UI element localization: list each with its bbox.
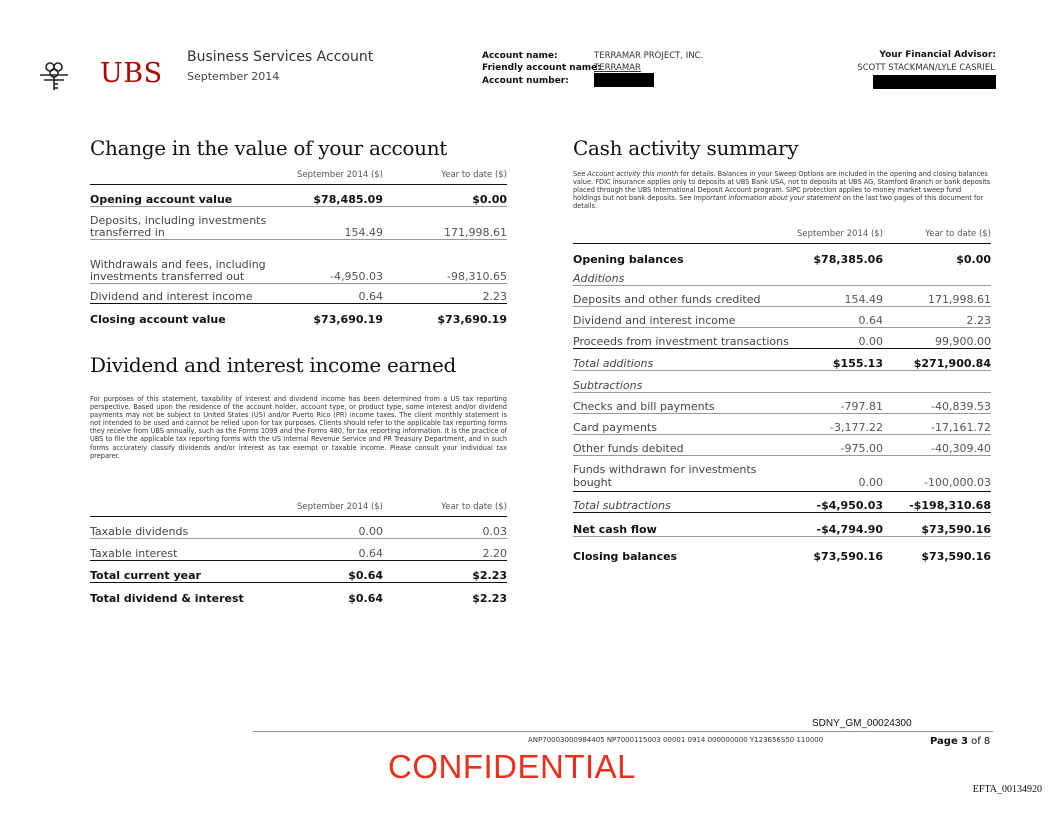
- friendly-name-value: TERRAMAR: [594, 63, 641, 73]
- advisor-name: SCOTT STACKMAN/LYLE CASRIEL: [857, 63, 995, 73]
- table-row: Total dividend & interest $0.64 $2.23: [90, 591, 507, 605]
- account-name-value: TERRAMAR PROJECT, INC.: [594, 51, 704, 61]
- friendly-name-label: Friendly account name:: [482, 63, 601, 73]
- statement-title: Business Services Account: [187, 49, 374, 65]
- efta-number: EFTA_00134920: [972, 784, 1042, 795]
- table-row: Closing balances $73,590.16 $73,590.16: [573, 549, 991, 563]
- table-row: Card payments -3,177.22 -17,161.72: [573, 414, 991, 435]
- table-row: Deposits and other funds credited 154.49 171,998.61: [573, 286, 991, 307]
- col-header: Year to date ($): [383, 170, 507, 185]
- cash-activity-title: Cash activity summary: [573, 136, 799, 160]
- col-header: September 2014 ($): [280, 170, 383, 185]
- advisor-label: Your Financial Advisor:: [879, 50, 996, 60]
- cash-activity-note: See Account activity this month for details. Balances in your Sweep Options are included in the opening and closing balances value. FDIC insurance applies only to deposits at UBS Bank USA, not to deposits at UBS AG, Stamford Branch or bank deposits placed through the UBS International Deposit Account program. SIPC protection applies to money market sweep fund holdings but not bank deposits. See Important information about your statement on the last two pages of this document for details.: [573, 170, 991, 211]
- account-number-label: Account number:: [482, 76, 569, 86]
- table-row: Taxable dividends 0.00 0.03: [90, 517, 507, 539]
- table-row: Withdrawals and fees, including investments transferred out -4,950.03 -98,310.65: [90, 240, 507, 284]
- account-activity-link: Account activity this month: [587, 170, 679, 178]
- table-row: Dividend and interest income 0.64 2.23: [90, 284, 507, 304]
- section-label-row: Subtractions: [573, 371, 991, 393]
- dividend-table: [90, 502, 507, 605]
- cash-activity-table: [573, 229, 991, 563]
- table-row: Proceeds from investment transactions 0.00 99,900.00: [573, 328, 991, 349]
- change-value-table: [90, 170, 507, 326]
- col-header: Year to date ($): [883, 229, 991, 244]
- page-indicator: Page 3 of 8: [930, 736, 991, 747]
- table-row: Funds withdrawn for investments bought 0.00 -100,000.03: [573, 456, 991, 492]
- col-header: September 2014 ($): [793, 229, 883, 244]
- table-row: Other funds debited -975.00 -40,309.40: [573, 435, 991, 456]
- ubs-keys-icon: [34, 58, 94, 92]
- confidential-stamp: CONFIDENTIAL: [388, 748, 637, 785]
- document-code: ANP70003000984405 NP7000115003 00001 0914 000000000 Y123656S50 110000: [528, 736, 824, 744]
- table-row: Dividend and interest income 0.64 2.23: [573, 307, 991, 328]
- footer-divider: [253, 731, 993, 732]
- bates-number: SDNY_GM_00024300: [812, 718, 912, 729]
- col-header: September 2014 ($): [280, 502, 383, 517]
- table-row: Taxable interest 0.64 2.20: [90, 539, 507, 561]
- table-row: Total subtractions -$4,950.03 -$198,310.68: [573, 492, 991, 513]
- section-label-row: Additions: [573, 266, 991, 286]
- table-row: Closing account value $73,690.19 $73,690.19: [90, 312, 507, 326]
- table-row: Total current year $0.64 $2.23: [90, 561, 507, 583]
- change-value-title: Change in the value of your account: [90, 136, 448, 160]
- dividend-title: Dividend and interest income earned: [90, 353, 456, 377]
- table-row: Deposits, including investments transferred in 154.49 171,998.61: [90, 207, 507, 240]
- table-row: Net cash flow -$4,794.90 $73,590.16: [573, 513, 991, 537]
- table-row: Opening account value $78,485.09 $0.00: [90, 185, 507, 207]
- account-number-redaction: [594, 73, 654, 87]
- table-row: Total additions $155.13 $271,900.84: [573, 349, 991, 371]
- statement-period: September 2014: [187, 70, 280, 83]
- col-header: Year to date ($): [383, 502, 507, 517]
- account-name-label: Account name:: [482, 51, 558, 61]
- ubs-brand-text: UBS: [100, 58, 163, 89]
- table-row: Checks and bill payments -797.81 -40,839.53: [573, 393, 991, 414]
- important-info-link: Important information about your statement: [693, 194, 841, 203]
- table-row: Opening balances $78,385.06 $0.00: [573, 252, 991, 266]
- advisor-redaction: [873, 75, 996, 89]
- tax-disclaimer-paragraph: For purposes of this statement, taxability of interest and dividend income has been determined from a US tax reporting perspective. Based upon the residence of the account holder, account type, or product type, some interest and/or dividend payments may not be subject to United States (US) and/or Puerto Rico (PR) income taxes. The client monthly statement is not intended to be used and cannot be relied upon for tax purposes. Clients should refer to the applicable tax reporting forms they receive from UBS annually, such as the Forms 1099 and the Forms 480, for tax reporting information. It is the practice of UBS to file the applicable tax reporting forms with the US Internal Revenue Service and PR Treasury Department, and in such forms accurately classify dividends and/or interest as tax exempt or taxable income. Please consult your individual tax preparer.: [90, 395, 507, 460]
